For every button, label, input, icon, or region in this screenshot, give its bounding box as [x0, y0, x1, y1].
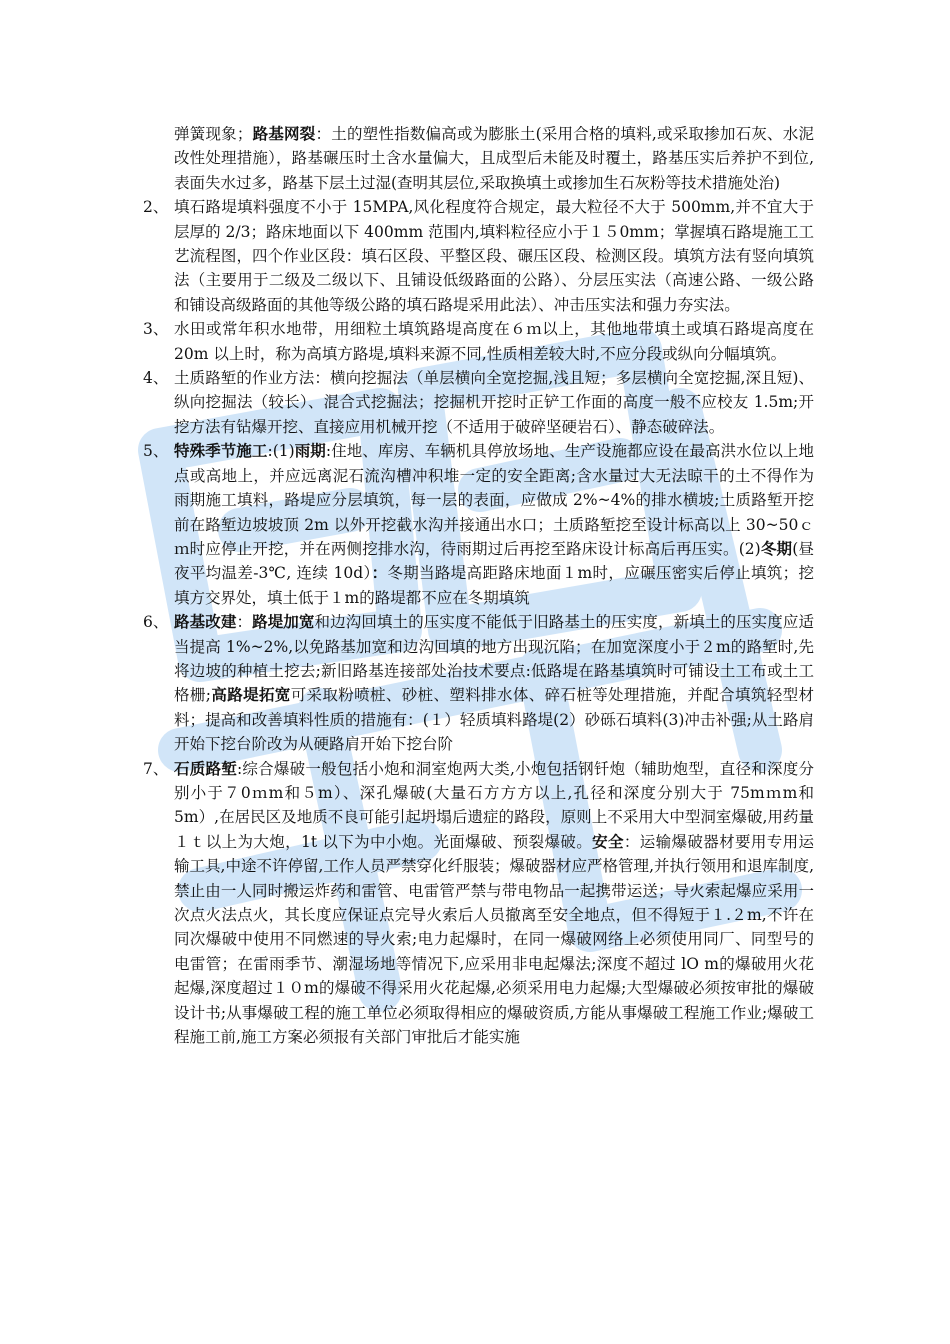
- bold-term: 路堤加宽: [252, 612, 315, 632]
- body-text: ：运输爆破器材要用专用运输工具,中途不许停留,工作人员严禁穿化纤服装；爆破器材应严格管理,并执行领用和退库制度,禁止由一人同时搬运炸药和雷管、电雷管严禁与带电物品一起携带运送；导火索起爆应采用一次点火法点火，其长度应保证点完导火索后人员撤离至安全地点，但不得短于１.２m,不许在同次爆破中使用不同燃速的导火索;电力起爆时，在同一爆破网络上必须使用同厂、同型号的电雷管；在雷雨季节、潮湿场地等情况下,应采用非电起爆法;深度不超过 lO m的爆破用火花起爆,深度超过１０m的爆破不得采用火花起爆,必须采用电力起爆;大型爆破必须按审批的爆破设计书;从事爆破工程的施工单位必须取得相应的爆破资质,方能从事爆破工程施工作业;爆破工程施工前,施工方案必须报有关部门审批后才能实施: [174, 832, 814, 1047]
- body-text: 弹簧现象；: [174, 125, 253, 143]
- list-number: 7、: [143, 759, 169, 778]
- list-item: [143, 610, 814, 756]
- list-number: 5、: [143, 442, 169, 461]
- body-text: 土质路堑的作业方法：横向挖掘法（单层横向全宽挖掘,浅且短；多层横向全宽挖掘,深且短)、纵向挖掘法（较长）、混合式挖掘法；挖掘机开挖时正铲工作面的高度一般不应校友 1.5m;开挖方法有钻爆开挖、直接应用机械开挖（不适用于破碎坚硬岩石）、静态破碎法。: [174, 369, 814, 436]
- list-item: [143, 317, 814, 366]
- list-item: [143, 195, 814, 317]
- list-item: [143, 439, 814, 610]
- body-text: ：: [236, 613, 253, 632]
- bold-term: 路基网裂: [252, 124, 316, 143]
- bold-term: 路基改建: [174, 612, 237, 632]
- list-item: [174, 122, 814, 195]
- bold-term: 高路堤拓宽: [210, 685, 291, 705]
- body-text: ：土的塑性指数偏高或为膨胀土(采用合格的填料,或采取掺加石灰、水泥改性处理措施），路基碾压时土含水量偏大，且成型后未能及时覆土，路基压实后养护不到位,表面失水过多，路基下层土过湿(查明其层位,采取换填土或掺加生石灰粉等技术措施处治): [174, 125, 814, 192]
- bold-term: 冬期: [760, 538, 793, 558]
- list-number: 4、: [143, 369, 169, 388]
- body-text: 填石路堤填料强度不小于 15MPA,风化程度符合规定，最大粒径不大于 500mm,并不宜大于层厚的 2/3；路床地面以下 400mm 范围内,填料粒径应小于１５0mm；掌握填石路堤施工工艺流程图，四个作业区段：填石区段、平整区段、碾压区段、检测区段。填筑方法有竖向填筑法（主要用于二级及二级以下、且铺设低级路面的公路）、分层压实法（高速公路、一级公路和铺设高级路面的其他等级公路的填石路堤采用此法）、冲击压实法和强力夯实法。: [174, 198, 814, 314]
- list-number: 6、: [143, 613, 169, 632]
- body-text: :(1): [267, 442, 295, 461]
- document-body: [0, 122, 950, 1049]
- body-text: 和边沟回填土的压实度不能低于旧路基土的压实度，新填土的压实度应适当提高 1%~2%,以免路基加宽和边沟回填的地方出现沉陷；在加宽深度小于２m的路堑时,先将边坡的种植土挖去;新旧路基连接部处治技术要点:低路堤在路基填筑时可铺设土工布或土工格栅;: [174, 613, 814, 705]
- bold-term: 安全: [592, 831, 624, 851]
- body-text: :住地、库房、车辆机具停放场地、生产设施都应设在最高洪水位以上地点或高地上，并应远离泥石流沟槽冲积堆一定的安全距离;含水量过大无法晾干的土不得作为雨期施工填料，路堤应分层填筑，每一层的表面，应做成 2%~4%的排水横坡;土质路堑开挖前在路堑边坡坡顶 2m 以外开挖截水沟并接通出水口；土质路堑挖至设计标高以上 30~50ｃｍ时应停止开挖，并在两侧挖排水沟，待雨期过后再挖至路床设计标高后再压实。(2): [174, 442, 814, 558]
- body-text: :综合爆破一般包括小炮和洞室炮两大类,小炮包括钢钎炮（辅助炮型，直径和深度分别小于７0ｍm和５m）、深孔爆破(大量石方方方以上,孔径和深度分别大于 75mｍm和 5m）,在居民区及地质不良可能引起坍塌后遗症的路段，原则上不采用大中型洞室爆破,用药量１ｔ以上为大炮，1t 以下为中小炮。光面爆破、预裂爆破。: [174, 759, 814, 851]
- list-number: 2、: [143, 198, 169, 217]
- body-text: 水田或常年积水地带，用细粒土填筑路堤高度在６ｍ以上，其他地带填土或填石路堤高度在 20m 以上时，称为高填方路堤,填料来源不同,性质相差较大时,不应分段或纵向分幅填筑。: [174, 320, 814, 363]
- list-item: [143, 757, 814, 1050]
- body-text: 冬期当路堤高距路床地面１m时，应碾压密实后停止填筑；挖填方交界处，填土低于１m的路堤都不应在冬期填筑: [174, 564, 814, 607]
- body-text: 可采取粉喷桩、砂桩、塑料排水体、碎石桩等处理措施，并配合填筑轻型材料；提高和改善填料性质的措施有：(１）轻质填料路堤(2）砂砾石填料(3)冲击补强;从土路肩开始下挖台阶改为从硬路肩开始下挖台阶: [174, 686, 814, 754]
- bold-term: 石质路堑: [174, 758, 237, 778]
- list-number: 3、: [143, 320, 169, 339]
- bold-term: ：: [371, 563, 388, 583]
- list-item: [143, 366, 814, 439]
- bold-term: 雨期: [294, 441, 326, 461]
- body-text: (昼夜平均温差-3℃, 连续 10d）: [174, 539, 814, 583]
- bold-term: 特殊季节施工: [174, 441, 268, 461]
